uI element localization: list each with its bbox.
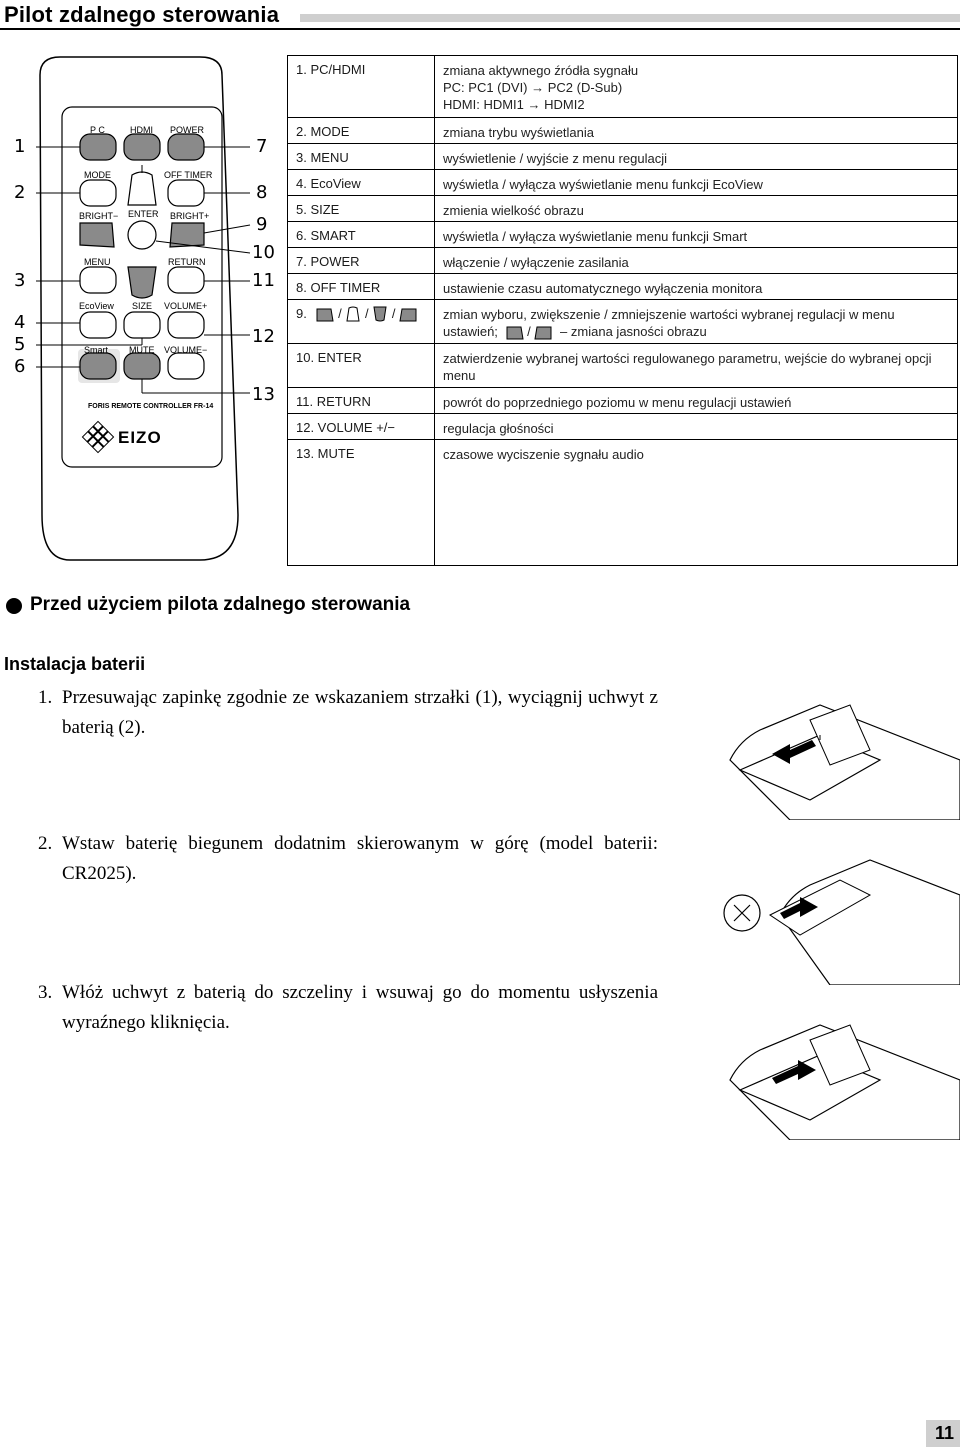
- step-1: [38, 683, 658, 743]
- step-2: [38, 829, 658, 889]
- row-desc: ustawienie czasu automatycznego wyłączenia monitora: [443, 281, 763, 296]
- row-desc: [443, 62, 948, 113]
- label-return: RETURN: [168, 257, 206, 267]
- callout-4: 4: [14, 312, 26, 333]
- row-name: 8. OFF TIMER: [296, 280, 381, 295]
- section-title: Przed użyciem pilota zdalnego sterowania: [30, 594, 411, 615]
- left-arrow-button-icon: [506, 326, 524, 340]
- row-name: 7. POWER: [296, 254, 360, 269]
- label-hdmi: HDMI: [130, 125, 153, 135]
- table-row: [288, 170, 957, 196]
- subsection-title: Instalacja baterii: [4, 654, 146, 674]
- callout-1: 1: [14, 136, 26, 157]
- label-mode: MODE: [84, 170, 111, 180]
- row-number: 9.: [296, 306, 307, 321]
- row-name: 13. MUTE: [296, 446, 355, 461]
- desc-line: HDMI: HDMI1 → HDMI2: [443, 97, 585, 112]
- desc-line: ustawień; / – zmiana jasności obrazu: [443, 324, 707, 339]
- step-number: 3.: [38, 982, 53, 1003]
- callout-8: 8: [256, 182, 268, 203]
- bullet-icon: [6, 598, 22, 614]
- row-name: 10. ENTER: [296, 350, 362, 365]
- right-arrow-button-icon: [534, 326, 552, 340]
- callout-2: 2: [14, 182, 26, 203]
- table-row: [288, 344, 957, 388]
- label-pc: P C: [90, 125, 105, 135]
- row-name: 4. EcoView: [296, 176, 361, 191]
- table-row: [288, 222, 957, 248]
- label-menu: MENU: [84, 257, 111, 267]
- row-name: 2. MODE: [296, 124, 350, 139]
- row-desc: regulacja głośności: [443, 421, 554, 436]
- row-desc: zmienia wielkość obrazu: [443, 203, 584, 218]
- desc-line: zmiana aktywnego źródła sygnału: [443, 63, 639, 78]
- label-power: POWER: [170, 125, 205, 135]
- function-table: [287, 55, 958, 566]
- desc-text: zmiana jasności obrazu: [570, 324, 707, 339]
- battery-holder-insert-illustration: [720, 1020, 960, 1140]
- row-name: 11. RETURN: [296, 394, 371, 409]
- label-enter: ENTER: [128, 209, 159, 219]
- header-bar: [300, 14, 960, 22]
- row-desc: zatwierdzenie wybranej wartości regulowanego parametru, wejście do wybranej opcji menu: [443, 351, 932, 383]
- callout-6: 6: [14, 356, 26, 377]
- callout-11: 11: [252, 270, 275, 291]
- table-row: [288, 440, 957, 466]
- row-desc: włączenie / wyłączenie zasilania: [443, 255, 629, 270]
- callout-7: 7: [256, 136, 268, 157]
- row-name: 1. PC/HDMI: [296, 62, 366, 77]
- left-arrow-button-icon: [316, 308, 334, 322]
- callout-10: 10: [252, 242, 275, 263]
- label-bright-plus: BRIGHT+: [170, 211, 210, 221]
- slash: /: [391, 306, 396, 321]
- table-row: [288, 118, 957, 144]
- row-name: 12. VOLUME +/−: [296, 420, 395, 435]
- row-desc: czasowe wyciszenie sygnału audio: [443, 447, 644, 462]
- step-number: 2.: [38, 833, 53, 854]
- label-size: SIZE: [132, 301, 153, 311]
- page-header: [0, 0, 960, 30]
- remote-model-label: FORIS REMOTE CONTROLLER FR-14: [88, 403, 214, 410]
- callout-13: 13: [252, 384, 275, 405]
- page-number: 11: [935, 1423, 955, 1443]
- label-smart: Smart: [84, 345, 109, 355]
- battery-insert-illustration: [720, 855, 960, 985]
- up-arrow-button-icon: [345, 306, 361, 322]
- label-volume-plus: VOLUME+: [164, 301, 208, 311]
- label-bright-minus: BRIGHT−: [79, 211, 119, 221]
- row-name: 6. SMART: [296, 228, 356, 243]
- row-name: 3. MENU: [296, 150, 349, 165]
- table-row: [288, 56, 957, 118]
- desc-text: ustawień;: [443, 324, 498, 339]
- row-desc: wyświetla / wyłącza wyświetlanie menu funkcji EcoView: [443, 177, 763, 192]
- callout-3: 3: [14, 270, 26, 291]
- battery-holder-remove-illustration: [720, 700, 960, 820]
- remote-illustration: [0, 45, 290, 565]
- label-ecoview: EcoView: [79, 301, 114, 311]
- label-volume-minus: VOLUME−: [164, 345, 208, 355]
- label-mute: MUTE: [129, 345, 155, 355]
- step-text: Przesuwając zapinkę zgodnie ze wskazaniem strzałki (1), wyciągnij uchwyt z baterią (2).: [62, 687, 658, 738]
- row-desc: wyświetla / wyłącza wyświetlanie menu funkcji Smart: [443, 229, 748, 244]
- table-row: [288, 300, 957, 344]
- slash: /: [527, 324, 531, 339]
- callout-5: 5: [14, 334, 26, 355]
- row-desc: zmiana trybu wyświetlania: [443, 125, 595, 140]
- label-off-timer: OFF TIMER: [164, 170, 213, 180]
- slash: /: [338, 306, 342, 321]
- down-arrow-button-icon: [372, 306, 388, 322]
- row-desc: powrót do poprzedniego poziomu w menu regulacji ustawień: [443, 395, 792, 410]
- table-row: [288, 388, 957, 414]
- row-name: [296, 306, 417, 322]
- desc-line: PC: PC1 (DVI) → PC2 (D-Sub): [443, 80, 623, 95]
- table-row: [288, 414, 957, 440]
- callout-9: 9: [256, 214, 268, 235]
- row-desc: [443, 306, 948, 340]
- table-row: [288, 274, 957, 300]
- table-row: [288, 196, 957, 222]
- slash: /: [364, 306, 369, 321]
- page-title: Pilot zdalnego sterowania: [4, 2, 280, 27]
- table-row: [288, 144, 957, 170]
- row-name: 5. SIZE: [296, 202, 340, 217]
- step-text: Wstaw baterię biegunem dodatnim skierowanym w górę (model baterii: CR2025).: [62, 833, 658, 884]
- step-3: [38, 978, 658, 1038]
- callout-12: 12: [252, 326, 275, 347]
- right-arrow-button-icon: [399, 308, 417, 322]
- table-row: [288, 248, 957, 274]
- row-desc: wyświetlenie / wyjście z menu regulacji: [443, 151, 667, 166]
- step-text: Włóż uchwyt z baterią do szczeliny i wsuwaj go do momentu usłyszenia wyraźnego kliknięcia.: [62, 982, 658, 1033]
- eizo-logo: EIZO: [118, 428, 162, 447]
- step-number: 1.: [38, 687, 53, 708]
- desc-line: zmian wyboru, zwiększenie / zmniejszenie wartości wybranej regulacji w menu: [443, 307, 895, 322]
